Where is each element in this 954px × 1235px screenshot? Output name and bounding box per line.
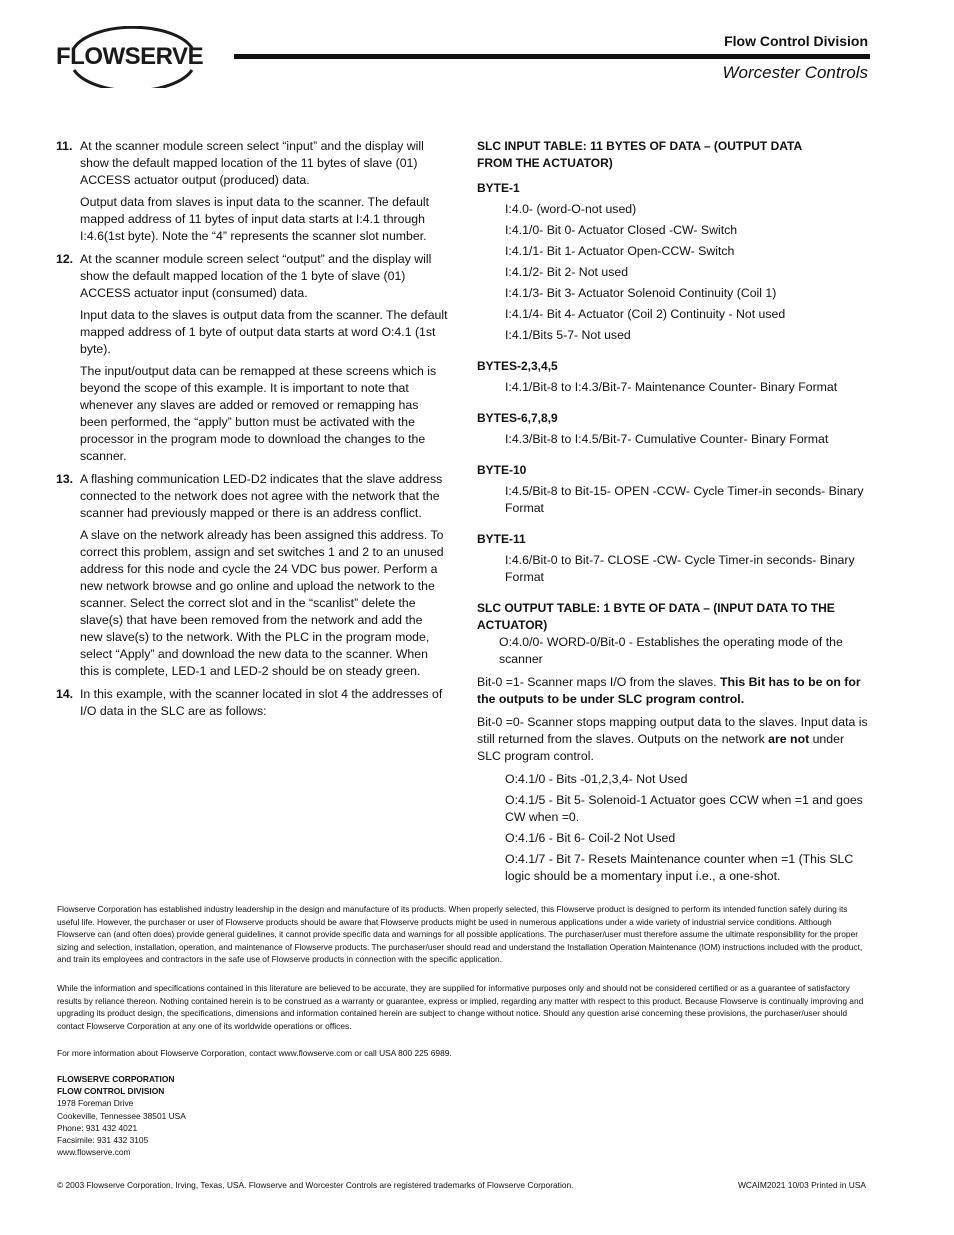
bytes6-heading: BYTES-6,7,8,9: [477, 411, 558, 425]
document-number: WCAIM2021 10/03 Printed in USA: [737, 1180, 866, 1190]
byte1-item: I:4.1/2- Bit 2- Not used: [505, 265, 629, 279]
step-11: [56, 138, 448, 245]
step-paragraph: The input/output data can be remapped at these screens which is beyond the scope of this example. It is important to note that whenever any slaves are added or removed or remapping has been performed, the “apply” button must be activated with the processor in the program mode to download the changes to the scanner.: [80, 364, 437, 463]
bytes6-text: I:4.3/Bit-8 to I:4.5/Bit-7- Cumulative Counter- Binary Format: [505, 432, 829, 446]
disclaimer-text: While the information and specifications contained in this literature are believed to be accurate, they are supplied for informative purposes only and should not be considered certified or as a guarantee of satisfactory results by reliance thereon. Nothing contained herein is to be construed as a warranty or guarantee, express or implied, regarding any matter with respect to this product. Because Flowserve is continually improving and upgrading its product design, the specifications, dimensions and information contained herein are subject to change without notice. Should any question arise concerning these provisions, the purchaser/user should contact Flowserve Corporation at any one of its worldwide operations or offices.: [57, 983, 864, 1031]
output-item: O:4.1/7 - Bit 7- Resets Maintenance counter when =1 (This SLC logic should be a momentary input i.e., a one-shot.: [505, 852, 854, 883]
bit-off-text: Bit-0 =0- Scanner stops mapping output data to the slaves. Input data is still returned from the slaves. Outputs on the network: [477, 715, 868, 746]
left-column: [56, 138, 448, 726]
output-item: O:4.1/5 - Bit 5- Solenoid-1 Actuator goes CCW when =1 and goes CW when =0.: [505, 793, 863, 824]
address-street: 1978 Foreman Drive: [57, 1098, 134, 1109]
bit-on-paragraph: [477, 674, 870, 708]
byte1-item: I:4.1/4- Bit 4- Actuator (Coil 2) Continuity - Not used: [505, 307, 786, 321]
input-table-title: SLC INPUT TABLE: 11 BYTES OF DATA – (OUTPUT DATA: [477, 139, 803, 153]
division-title: Flow Control Division: [724, 33, 868, 49]
bit-on-bold: This Bit has to be on for the outputs to be under SLC program control.: [477, 675, 861, 706]
output-word-text: O:4.0/0- WORD-0/Bit-0 - Establishes the operating mode of the scanner: [499, 635, 843, 666]
bit-on-text: Bit-0 =1- Scanner maps I/O from the slaves.: [477, 675, 720, 689]
step-number: 14.: [56, 687, 74, 701]
byte10-text: I:4.5/Bit-8 to Bit-15- OPEN -CCW- Cycle Timer-in seconds- Binary Format: [505, 484, 864, 515]
address-web: www.flowserve.com: [57, 1147, 131, 1158]
company-division: FLOW CONTROL DIVISION: [57, 1086, 165, 1097]
company-name: FLOWSERVE CORPORATION: [57, 1074, 175, 1084]
company-address: [57, 1073, 186, 1158]
input-table-title-cont: FROM THE ACTUATOR): [477, 156, 613, 170]
copyright: © 2003 Flowserve Corporation, Irving, Texas, USA. Flowserve and Worcester Controls are registered trademarks of Flowserve Corporation.: [57, 1180, 574, 1190]
output-table-title: SLC OUTPUT TABLE: 1 BYTE OF DATA – (INPUT DATA TO THE ACTUATOR): [477, 601, 835, 632]
flowserve-logo: [52, 26, 214, 88]
more-info: [57, 1047, 872, 1060]
right-column: [477, 138, 870, 889]
byte11-text: I:4.6/Bit-0 to Bit-7- CLOSE -CW- Cycle Timer-in seconds- Binary Format: [505, 553, 855, 584]
step-paragraph: A flashing communication LED-D2 indicates that the slave address connected to the network does not agree with the network that the scanner had previously mapped or there is an address conflict.: [80, 472, 443, 520]
step-13: [56, 471, 448, 680]
step-14: [56, 686, 448, 720]
bit-off-paragraph: [477, 714, 870, 765]
bit-off-text-end: under SLC program control.: [477, 732, 845, 763]
step-paragraph: A slave on the network already has been assigned this address. To correct this problem, assign and set switches 1 and 2 to an unused address for this node and cycle the 24 VDC bus power. Perform a new network browse and go online and upload the network to the scanner. Select the correct slot and in the “scanlist” delete the slave(s) that have been removed from the network and add the new slave(s) to the network. With the PLC in the program mode, select “Apply” and download the new data to the scanner. When this is complete, LED-1 and LED-2 should be on steady green.: [80, 528, 444, 678]
more-info-text: For more information about Flowserve Corporation, contact www.flowserve.com or call USA 800 225 6989.: [57, 1048, 452, 1058]
step-number: 11.: [56, 139, 73, 153]
byte1-item: I:4.1/3- Bit 3- Actuator Solenoid Continuity (Coil 1): [505, 286, 777, 300]
byte1-item: I:4.1/1- Bit 1- Actuator Open-CCW- Switch: [505, 244, 735, 258]
disclaimer-1: [57, 903, 872, 966]
header-rule: [234, 54, 870, 59]
byte1-heading: BYTE-1: [477, 181, 520, 195]
disclaimer-2: [57, 982, 872, 1032]
byte10-heading: BYTE-10: [477, 463, 527, 477]
output-item: O:4.1/0 - Bits -01,2,3,4- Not Used: [505, 772, 688, 786]
byte1-item: I:4.0- (word-O-not used): [505, 202, 637, 216]
logo-text: FLOWSERVE: [56, 43, 204, 70]
address-phone: Phone: 931 432 4021: [57, 1122, 138, 1133]
byte1-item: I:4.1/0- Bit 0- Actuator Closed -CW- Switch: [505, 223, 738, 237]
step-paragraph: In this example, with the scanner located in slot 4 the addresses of I/O data in the SLC are as follows:: [80, 687, 443, 718]
output-item: O:4.1/6 - Bit 6- Coil-2 Not Used: [505, 831, 676, 845]
step-paragraph: At the scanner module screen select “input” and the display will show the default mapped location of the 11 bytes of slave (01) ACCESS actuator output (produced) data.: [80, 139, 424, 187]
byte11-heading: BYTE-11: [477, 532, 526, 546]
step-12: [56, 251, 448, 465]
step-paragraph: Input data to the slaves is output data from the scanner. The default mapped address of 1 byte of output data starts at word O:4.1 (1st byte).: [80, 308, 448, 356]
byte1-item: I:4.1/Bits 5-7- Not used: [505, 328, 631, 342]
step-number: 13.: [56, 472, 74, 486]
address-city: Cookeville, Tennessee 38501 USA: [57, 1110, 186, 1121]
address-fax: Facsimile: 931 432 3105: [57, 1135, 149, 1146]
step-paragraph: Output data from slaves is input data to the scanner. The default mapped address of 11 bytes of input data starts at I:4.1 through I:4.6(1st byte). Note the “4” represents the scanner slot number.: [80, 195, 430, 243]
bytes2-text: I:4.1/Bit-8 to I:4.3/Bit-7- Maintenance Counter- Binary Format: [505, 380, 838, 394]
brand-subtitle: Worcester Controls: [722, 63, 868, 82]
step-number: 12.: [56, 252, 74, 266]
bytes2-heading: BYTES-2,3,4,5: [477, 359, 558, 373]
bit-off-bold: are not: [768, 732, 810, 746]
step-paragraph: At the scanner module screen select “output” and the display will show the default mapped location of the 1 byte of slave (01) ACCESS actuator input (consumed) data.: [80, 252, 432, 300]
disclaimer-text: Flowserve Corporation has established industry leadership in the design and manufacture of its products. When properly selected, this Flowserve product is designed to perform its intended function safely during its useful life. However, the purchaser or user of Flowserve products should be aware that Flowserve products might be used in numerous applications under a wide variety of industrial service conditions. Although Flowserve can (and often does) provide general guidelines, it cannot provide specific data and warnings for all possible applications. The purchaser/user must therefore assume the ultimate responsibility for the proper sizing and selection, installation, operation, and maintenance of Flowserve products. The purchaser/user should read and understand the Installation Operation Maintenance (IOM) instructions included with the product, and train its employees and contractors in the safe use of Flowserve products in connection with the specific application.: [57, 904, 863, 964]
